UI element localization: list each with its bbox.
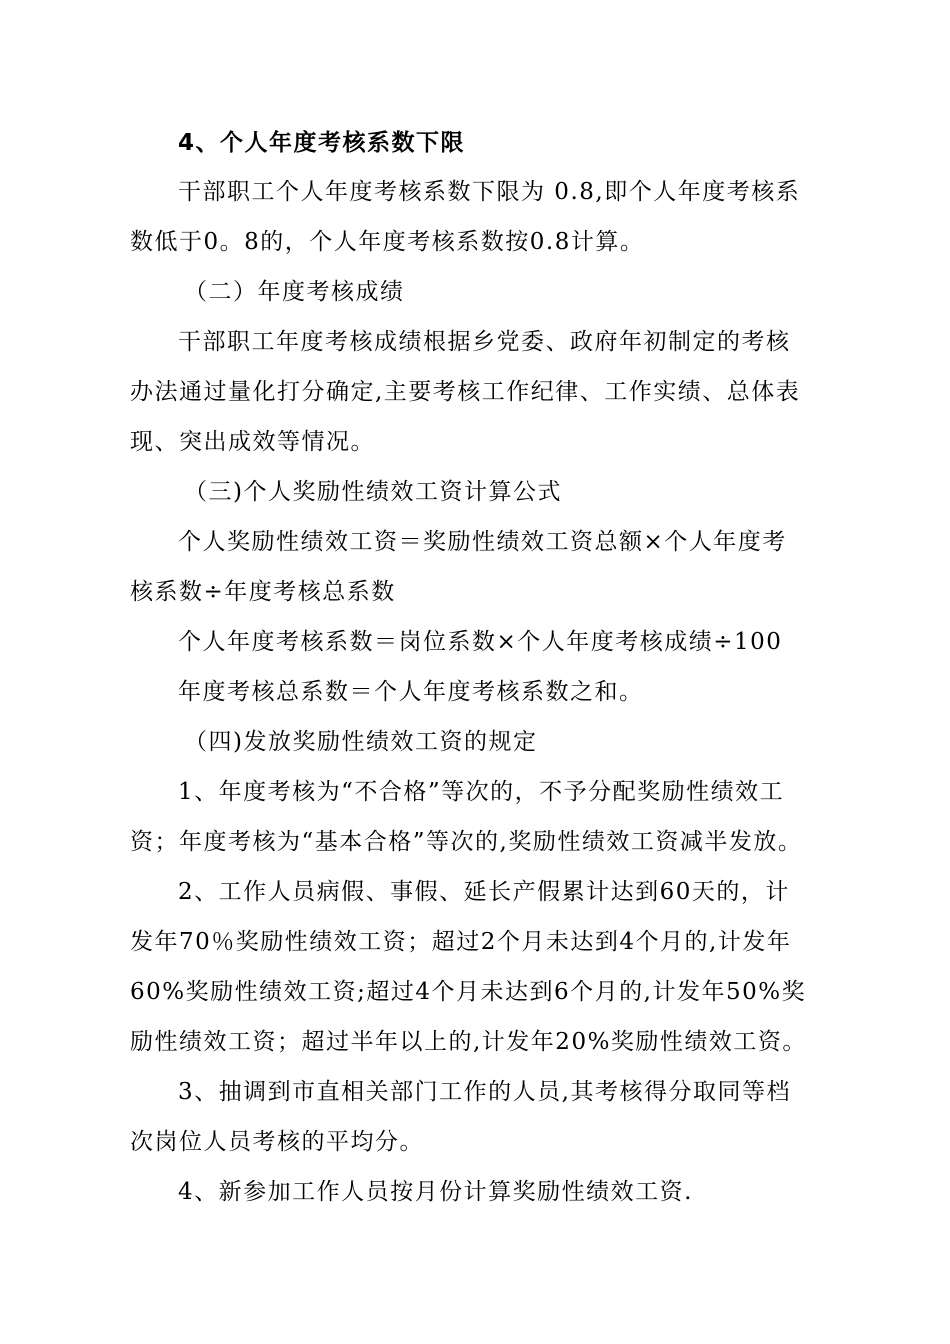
paragraph-line: 数低于0。8的，个人年度考核系数按0.8计算。 [130, 229, 645, 255]
paragraph-line: 个人奖励性绩效工资＝奖励性绩效工资总额×个人年度考 [178, 529, 787, 555]
paragraph-line: 核系数÷年度考核总系数 [130, 579, 396, 605]
paragraph-line: 励性绩效工资；超过半年以上的,计发年20%奖励性绩效工资。 [130, 1029, 807, 1055]
section-heading-rules: （四)发放奖励性绩效工资的规定 [184, 729, 538, 755]
paragraph-line: 办法通过量化打分确定,主要考核工作纪律、工作实绩、总体表 [130, 379, 801, 405]
section-heading-formula: （三)个人奖励性绩效工资计算公式 [184, 479, 562, 505]
paragraph-line: 个人年度考核系数＝岗位系数×个人年度考核成绩÷100 [178, 629, 783, 655]
section-heading-annual-score: （二）年度考核成绩 [184, 279, 405, 305]
heading-coefficient-lower-limit: 4、个人年度考核系数下限 [178, 130, 466, 156]
paragraph-line: 年度考核总系数＝个人年度考核系数之和。 [178, 679, 644, 705]
paragraph-line: 现、突出成效等情况。 [130, 429, 375, 455]
paragraph-line: 1、年度考核为“不合格”等次的，不予分配奖励性绩效工 [178, 779, 785, 805]
paragraph-line: 4、新参加工作人员按月份计算奖励性绩效工资. [178, 1179, 693, 1205]
paragraph-line: 60%奖励性绩效工资;超过4个月未达到6个月的,计发年50%奖 [130, 979, 807, 1005]
paragraph-line: 次岗位人员考核的平均分。 [130, 1129, 424, 1155]
paragraph-line: 发年70％奖励性绩效工资；超过2个月未达到4个月的,计发年 [130, 929, 792, 955]
paragraph-line: 干部职工年度考核成绩根据乡党委、政府年初制定的考核 [178, 329, 791, 355]
paragraph-line: 3、抽调到市直相关部门工作的人员,其考核得分取同等档 [178, 1079, 791, 1105]
paragraph-line: 2、工作人员病假、事假、延长产假累计达到60天的，计 [178, 879, 790, 905]
paragraph-line: 资；年度考核为“基本合格”等次的,奖励性绩效工资减半发放。 [130, 829, 803, 855]
paragraph-line: 干部职工个人年度考核系数下限为 0.8,即个人年度考核系 [178, 179, 801, 205]
